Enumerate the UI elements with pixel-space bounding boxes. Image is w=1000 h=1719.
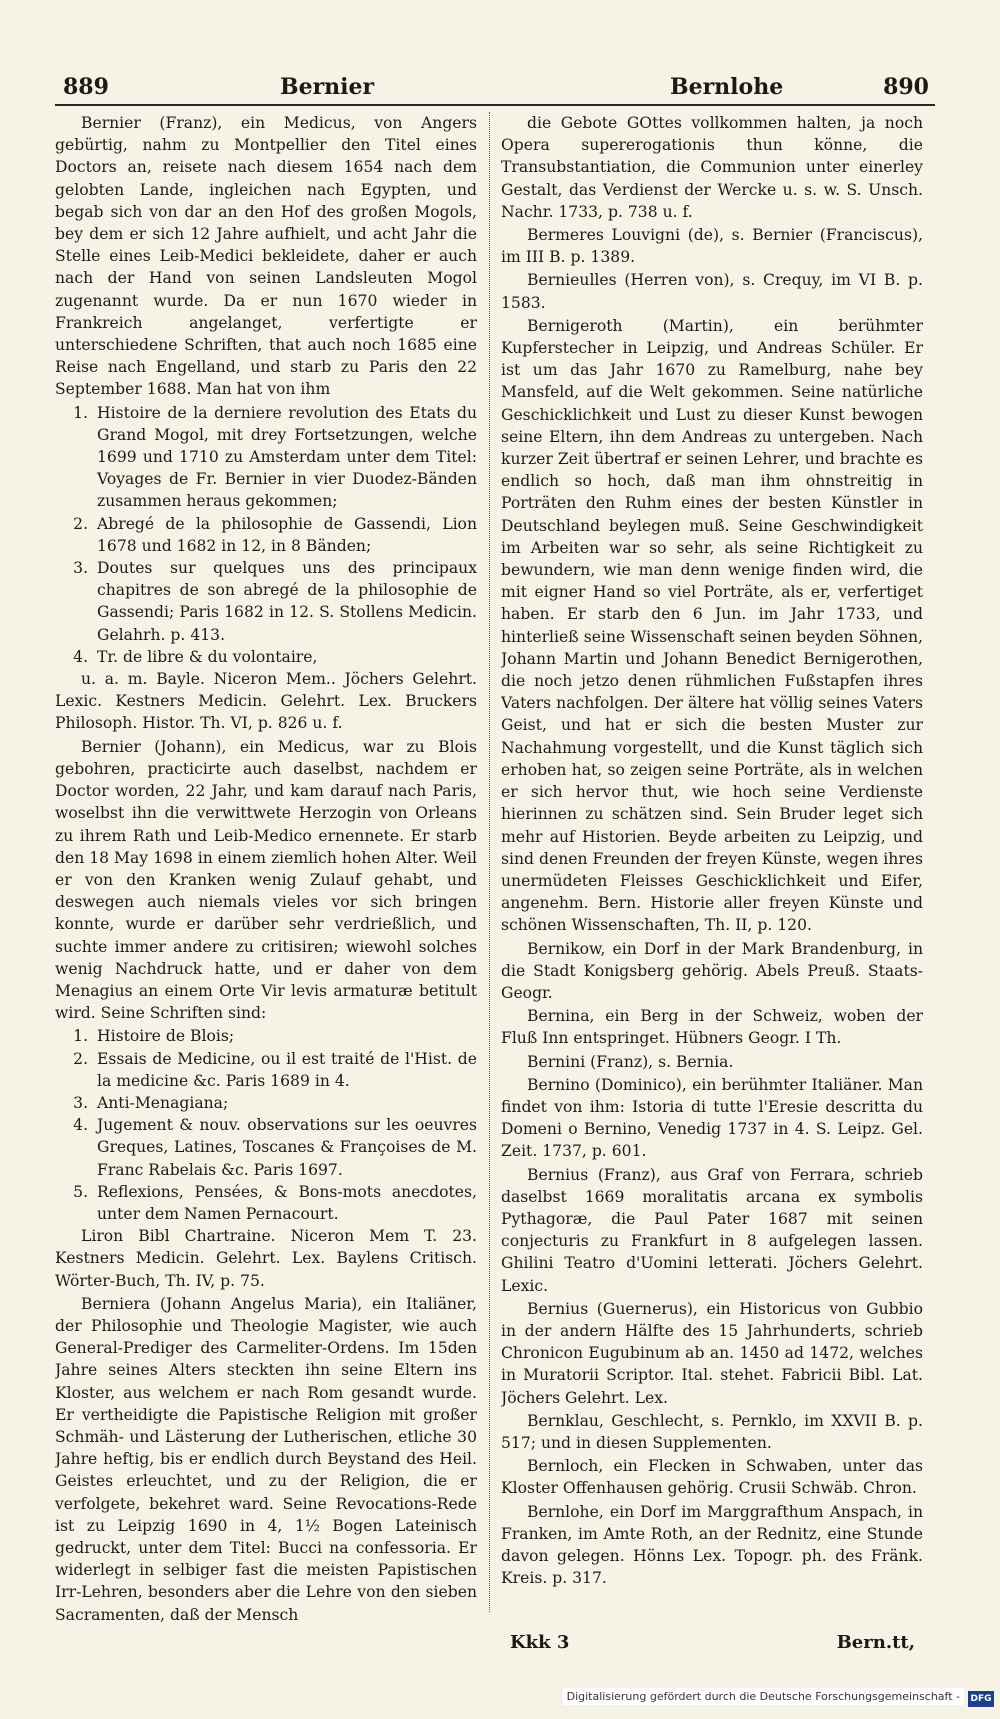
- bernier-johann-references: Liron Bibl Chartraine. Niceron Mem T. 23. Kestners Medicin. Gelehrt. Lex. Baylens Critisch. Wörter-Buch, Th. IV, p. 75.: [55, 1227, 477, 1290]
- bernier-franz-references: u. a. m. Bayle. Niceron Mem.. Jöchers Gelehrt. Lexic. Kestners Medicin. Gelehrt. Lex. Bruckers Philosoph. Histor. Th. VI, p. 826 u. f.: [55, 670, 477, 733]
- entry-bernklau: Bernklau, Geschlecht, s. Pernklo, im XXVII B. p. 517; und in diesen Supplementen.: [501, 1411, 923, 1452]
- entry-bernino: Bernino (Dominico), ein berühmter Italiäner. Man findet von ihm: Istoria di tutte l'Eresie descritta du Domeni o Bernino, Venedig 1737 in 4. S. Leipz. Gel. Zeit. 1737, p. 601.: [501, 1075, 923, 1161]
- entry-bernlohe: Bernlohe, ein Dorf im Marggrafthum Anspach, in Franken, im Amte Roth, an der Rednitz, eine Stunde davon gelegen. Hönns Lex. Topogr. ph. des Fränk. Kreis. p. 317.: [501, 1502, 923, 1588]
- list-item: 4. Jugement & nouv. observations sur les oeuvres Greques, Latines, Toscanes & Françoises de M. Franc Rabelais &c. Paris 1697.: [93, 1114, 477, 1181]
- digitization-credit: Digitalisierung gefördert durch die Deutsche Forschungsgemeinschaft -: [563, 1688, 964, 1705]
- right-column: [501, 112, 923, 1622]
- entry-bernier-franz: Bernier (Franz), ein Medicus, von Angers gebürtig, nahm zu Montpellier den Titel eines Doctors an, reisete nach diesem 1654 nach dem gelobten Lande, ingleichen nach Egypten, und begab sich von dar an den Hof des großen Mogols, bey dem er sich 12 Jahre aufhielt, und acht Jahr die Stelle eines Leib-Medici bekleidete, daher er auch nach der Hand von seinen Landsleuten Mogol zugenannt wurde. Da er nun 1670 wieder in Frankreich angelanget, verfertigte er unterschiedene Schriften, that auch noch 1685 eine Reise nach Engelland, und starb zu Paris den 22 September 1688. Man hat von ihm: [55, 114, 477, 399]
- headword-right: Bernlohe: [670, 74, 784, 100]
- dfg-logo-icon: DFG: [968, 1691, 994, 1707]
- entry-bernini: Bernini (Franz), s. Bernia.: [527, 1052, 734, 1071]
- list-item: 1. Histoire de la derniere revolution des Etats du Grand Mogol, mit drey Fortsetzungen, welche 1699 und 1710 zu Amsterdam unter dem Titel: Voyages de Fr. Bernier in vier Duodez-Bänden zusammen heraus gekommen;: [93, 402, 477, 513]
- entry-bernieulles: Bernieulles (Herren von), s. Crequy, im VI B. p. 1583.: [501, 271, 923, 312]
- entry-bernina: Bernina, ein Berg in der Schweiz, woben der Fluß Inn entspringet. Hübners Geogr. I Th.: [501, 1007, 923, 1048]
- list-item: 2. Abregé de la philosophie de Gassendi, Lion 1678 und 1682 in 12, in 8 Bänden;: [93, 513, 477, 557]
- page-number-left: 889: [63, 74, 109, 100]
- page-number-right: 890: [883, 74, 929, 100]
- column-divider: [489, 112, 490, 1612]
- headword-left: Bernier: [280, 74, 375, 100]
- running-header: [55, 70, 935, 106]
- printer-signature: Kkk 3: [510, 1632, 570, 1653]
- list-item: 5. Reflexions, Pensées, & Bons-mots anecdotes, unter dem Namen Pernacourt.: [93, 1181, 477, 1225]
- list-item: 2. Essais de Medicine, ou il est traité de l'Hist. de la medicine &c. Paris 1689 in 4.: [93, 1048, 477, 1092]
- catchword: Bern.tt,: [836, 1632, 915, 1653]
- header-rule: [55, 104, 935, 106]
- entry-berniera: Berniera (Johann Angelus Maria), ein Italiäner, der Philosophie und Theologie Magister, wie auch General-Prediger des Carmeliter-Ordens. Im 15den Jahre seines Alters steckten ihn seine Eltern ins Kloster, aus welchem er nach Rom gesandt wurde. Er vertheidigte die Papistische Religion mit großer Schmäh- und Lästerung der Lutherischen, etliche 30 Jahre heftig, bis er endlich durch Beystand des Heil. Geistes erleuchtet, und zu der Religion, die er verfolgete, bekehret ward. Seine Revocations-Rede ist zu Leipzig 1690 in 4, 1½ Bogen Lateinisch gedruckt, unter dem Titel: Bucci na confessoria. Er widerlegt in selbiger fast die meisten Papistischen Irr-Lehren, besonders aber die Lehre von den sieben Sacramenten, daß der Mensch: [55, 1294, 477, 1622]
- entry-bernikow: Bernikow, ein Dorf in der Mark Brandenburg, in die Stadt Konigsberg gehörig. Abels Preuß. Staats-Geogr.: [501, 939, 923, 1002]
- entry-bernloch: Bernloch, ein Flecken in Schwaben, unter das Kloster Offenhausen gehörig. Crusii Schwäb. Chron.: [501, 1457, 923, 1498]
- entry-bernier-johann: Bernier (Johann), ein Medicus, war zu Blois gebohren, practicirte auch daselbst, nachdem er Doctor worden, 22 Jahr, und kam darauf nach Paris, woselbst ihn die verwittwete Herzogin von Orleans zu ihrem Rath und Leib-Medico ernennete. Er starb den 18 May 1698 in einem ziemlich hohen Alter. Weil er von den Kranken wenig Zulauf gehabt, und deswegen auch niemals vieles vor sich bringen konnte, wurde er darüber sehr verdrießlich, und suchte immer andere zu critisiren; wiewohl solches wenig Nachdruck hatte, und er daher von dem Menagius an einem Orte Vir levis armaturæ betitult wird. Seine Schriften sind:: [55, 737, 477, 1023]
- page-footer: [55, 1630, 935, 1660]
- left-column: [55, 112, 477, 1622]
- list-item: 3. Anti-Menagiana;: [93, 1092, 477, 1114]
- entry-bernius-franz: Bernius (Franz), aus Graf von Ferrara, schrieb daselbst 1669 moralitatis arcana ex symbolis Pythagoræ, die Paul Pater 1687 mit seinen conjecturis zu Frankfurt in 8 aufgelegen lassen. Ghilini Teatro d'Uomini letterati. Jöchers Gelehrt. Lexic.: [501, 1165, 923, 1295]
- entry-bernigeroth: Bernigeroth (Martin), ein berühmter Kupferstecher in Leipzig, und Andreas Schüler. Er ist um das Jahr 1670 zu Ramelburg, nahe bey Mansfeld, auf die Welt gekommen. Seine natürliche Geschicklichkeit und Lust zu dieser Kunst bewogen seine Eltern, ihn dem Andreas zu untergeben. Nach kurzer Zeit übertraf er seinen Lehrer, und brachte es endlich so hoch, daß man ihm ohnstreitig in Porträten den Ruhm eines der besten Künstler in Deutschland beylegen muß. Seine Geschwindigkeit im Arbeiten war so sehr, als seine Richtigkeit zu bewundern, wie man denn wenige finden wird, die mit eigner Hand so viel Porträte, als er, verfertiget haben. Er starb den 6 Jun. im Jahr 1733, und hinterließ seine Wissenschaft seinen beyden Söhnen, Johann Martin und Johann Benedict Bernigerothen, die noch jetzo denen rühmlichen Fußstapfen ihres Vaters nachfolgen. Der ältere hat völlig seines Vaters Geist, und hat er sich die besten Muster zur Nachahmung vorgestellt, und die Kunst täglich sich erhoben hat, so zeigen seine Porträte, als in welchen er sich hervor thut, wie hoch seine Verdienste hierinnen zu schätzen sind. Sein Bruder leget sich mehr auf Historien. Beyde arbeiten zu Leipzig, und sind denen Freunden der freyen Künste, wegen ihres unermüdeten Fleisses Geschicklichkeit und Eifer, angenehm. Bern. Historie aller freyen Künste und schönen Wissenschaften, Th. II, p. 120.: [501, 316, 923, 935]
- entry-bernius-guernerus: Bernius (Guernerus), ein Historicus von Gubbio in der andern Hälfte des 15 Jahrhunderts, schrieb Chronicon Eugubinum ab an. 1450 ad 1472, welches in Muratorii Scriptor. Ital. stehet. Fabricii Bibl. Lat. Jöchers Gelehrt. Lex.: [501, 1299, 923, 1407]
- book-page: [55, 70, 935, 1670]
- list-item: 4. Tr. de libre & du volontaire,: [93, 646, 477, 668]
- bernier-franz-works-list: [55, 402, 477, 668]
- list-item: 3. Doutes sur quelques uns des principaux chapitres de son abregé de la philosophie de Gassendi; Paris 1682 in 12. S. Stollens Medicin. Gelahrh. p. 413.: [93, 557, 477, 646]
- entry-berniera-continued: die Gebote GOttes vollkommen halten, ja noch Opera supererogationis thun könne, die Transubstantiation, die Communion unter einerley Gestalt, das Verdienst der Wercke u. s. w. S. Unsch. Nachr. 1733, p. 738 u. f.: [501, 114, 923, 221]
- entry-bermeres-louvigni: Bermeres Louvigni (de), s. Bernier (Franciscus), im III B. p. 1389.: [501, 226, 923, 267]
- bernier-johann-works-list: [55, 1025, 477, 1225]
- list-item: 1. Histoire de Blois;: [93, 1025, 477, 1047]
